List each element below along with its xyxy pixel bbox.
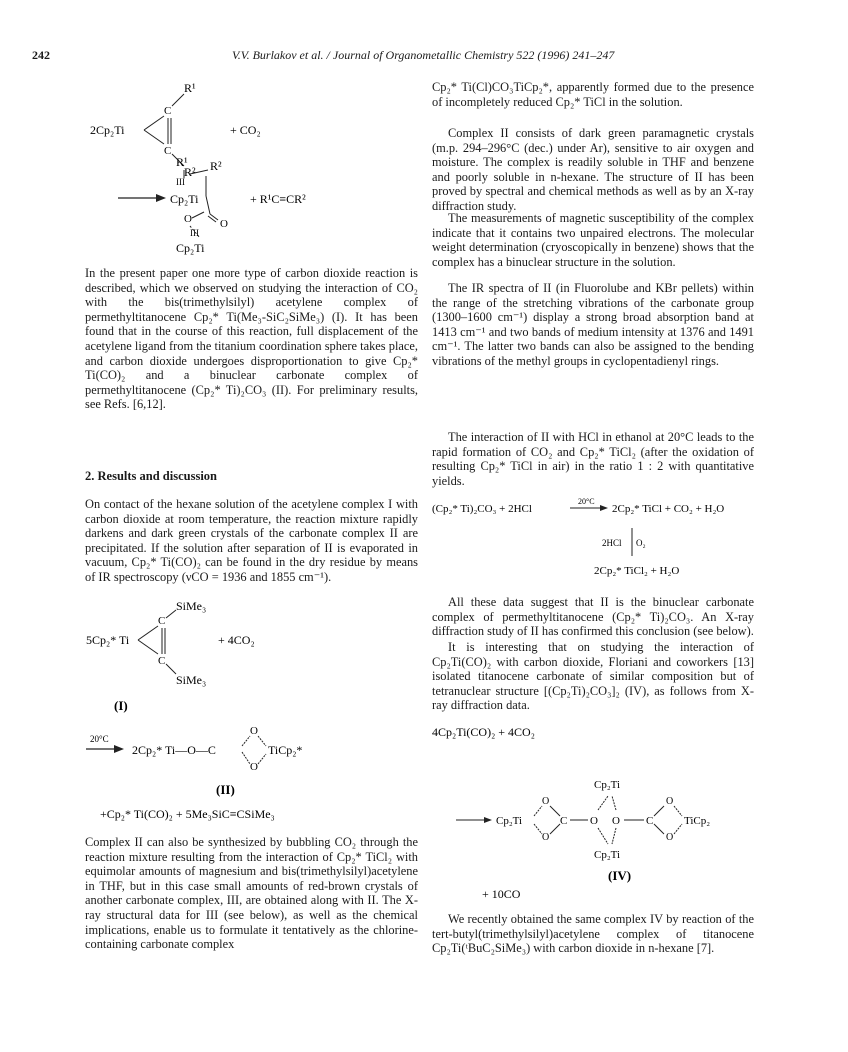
c-atom-bottom: C (164, 145, 172, 157)
right-paragraph-3: The measurements of magnetic susceptibility of the complex indicate that it contains two unpaired electrons. The molecular weight determination (cryoscopically in benzene) shows that the complex has a binuclear structure in the solution. (432, 211, 754, 269)
left-paragraph-2: On contact of the hexane solution of the acetylene complex I with carbon dioxide at room temperature, the reaction mixture rapidly darkens and dark green crystals of the carbonate complex II are precipitated. If the solution after separation of II is evaporated in vacuum, Cp₂* Ti(CO)₂ can be found in the dry residue by means of IR spectroscopy (νCO = 1936 and 1855 cm⁻¹). (85, 497, 418, 584)
c-top-i: C (158, 615, 166, 627)
scheme-hcl (432, 494, 754, 586)
hcl-equation: (Cp₂* Ti)₂CO₃ + 2HCl (432, 503, 532, 515)
iv-bottom-ti: Cp₂Ti (594, 849, 621, 861)
iv-top-ti: Cp₂Ti (594, 779, 621, 791)
label-ii: (II) (216, 782, 235, 797)
roman-iii-top: III (176, 177, 185, 187)
byproducts-ii: +Cp₂* Ti(CO)₂ + 5Me₃SiC≡CSiMe₃ (100, 807, 275, 821)
iv-reactant: 4Cp₂Ti(CO)₂ + 4CO₂ (432, 725, 535, 739)
right-paragraph-2: Complex II consists of dark green paramagnetic crystals (m.p. 294–296°C (dec.) under Ar), sensitive to air oxygen and moisture. The complex is readily soluble in THF and benzene and poorly soluble in n-hexane. The structure of II has been proved by spectral and chemical methods as well as by an X-ray diffraction study. (432, 126, 754, 213)
o-bottom-ii: O (250, 761, 258, 773)
product-ii: 2Cp₂* Ti—O—C (132, 743, 216, 757)
sime3-top: SiMe₃ (176, 599, 207, 613)
product-ti: Cp₂Ti (170, 192, 199, 206)
iv-c-1: C (560, 815, 568, 827)
product-r2: R² (210, 159, 222, 173)
o-top-ii: O (250, 725, 258, 737)
iv-right-ticp: TiCp₂ (684, 815, 711, 827)
hcl-side-left: 2HCl (602, 538, 622, 548)
hcl-final: 2Cp₂* TiCl₂ + H₂O (594, 565, 680, 577)
right-paragraph-4: The IR spectra of II (in Fluorolube and KBr pellets) within the range of the stretching vibrations of the carbonate group (1300–1600 cm⁻¹) display a strong broad absorption band at 1413 cm⁻¹ and two bands of medium intensity at 1376 and 1491 cm⁻¹. The latter two bands can also be assigned to the bending vibrations of the methyl groups in cyclopentadienyl rings. (432, 281, 754, 368)
r1-label: R¹ (184, 81, 196, 95)
plus-4co2: + 4CO₂ (218, 633, 255, 647)
sime3-bottom: SiMe₃ (176, 673, 207, 687)
byproduct-alkyne: + R¹C≡CR² (250, 192, 306, 206)
iv-byproduct: + 10CO (482, 887, 521, 900)
plus-co2: + CO₂ (230, 123, 261, 137)
reactant-i: 5Cp₂* Ti (86, 633, 130, 647)
iv-o-3: O (590, 815, 598, 827)
iv-o-1: O (542, 796, 550, 807)
left-paragraph-3: Complex II can also be synthesized by bubbling CO₂ through the reaction mixture resulting from the interaction of Cp₂* TiCl₂ with equimolar amounts of magnesium and bis(trimethylsilyl)acetylene in THF, but in this case small amounts of red-brown crystals of another carbonate complex, III, are obtained along with II. The X-ray structural data for III (see below), as well as the chemical implications, enable us to formulate it tentatively as the chlorine-containing carbonate complex (85, 835, 418, 952)
iv-left-ti: Cp₂Ti (496, 815, 523, 827)
reactant-prefix: 2Cp₂Ti (90, 123, 125, 137)
section-heading: 2. Results and discussion (85, 469, 217, 483)
left-paragraph-1: In the present paper one more type of carbon dioxide reaction is described, which we observed on studying the interaction of CO₂ with the bis(trimethylsilyl) acetylene complex of permethyltitanocene Cp₂* Ti(Me₃-SiC₂SiMe₃) (I). It has been found that in the course of this reaction, full displacement of the acetylene ligand from the titanium coordination sphere takes place, and carbon dioxide undergoes disproportionation to give Cp₂* Ti(CO)₂ and a binuclear carbonate complex of permethyltitanocene (Cp₂* Ti)₂CO₃ (II). For preliminary results, see Refs. [6,12]. (85, 266, 418, 412)
roman-iii-bottom: III (190, 228, 199, 238)
conditions-ii: 20°C (90, 734, 109, 744)
scheme-i-structure (80, 592, 420, 822)
right-paragraph-1: Cp₂* Ti(Cl)CO₃TiCp₂*, apparently formed due to the presence of incompletely reduced Cp₂* TiCl in the solution. (432, 80, 754, 109)
o-right: O (220, 218, 228, 230)
running-header: V.V. Burlakov et al. / Journal of Organometallic Chemistry 522 (1996) 241–247 (232, 48, 615, 62)
iv-c-2: C (646, 815, 654, 827)
right-paragraph-7: It is interesting that on studying the interaction of Cp₂Ti(CO)₂ with carbon dioxide, Floriani and coworkers [13] isolated titanocene carbonate of similar composition but of tetranuclear structure [(Cp₂Ti)₂CO₃]₂ (IV), as follows from X-ray diffraction data. (432, 640, 754, 713)
iv-o-2: O (542, 832, 550, 843)
scheme-top-structure (80, 70, 420, 260)
ticp-ii: TiCp₂* (268, 743, 303, 757)
o-left: O (184, 213, 192, 225)
product-r1: R¹ (176, 155, 188, 169)
label-i: (I) (114, 698, 128, 713)
iv-o-6: O (666, 832, 674, 843)
right-paragraph-8: We recently obtained the same complex IV by reaction of the tert-butyl(trimethylsilyl)acetylene complex of titanocene Cp₂Ti(ᵗBuC₂SiMe₃) with carbon dioxide in n-hexane [7]. (432, 912, 754, 956)
right-paragraph-6: All these data suggest that II is the binuclear carbonate complex of permethyltitanocene (Cp₂* Ti)₂CO₃. An X-ray diffraction study of II has confirmed this conclusion (see below). (432, 595, 754, 639)
c-atom-top: C (164, 105, 172, 117)
product-ti-bottom: Cp₂Ti (176, 241, 205, 255)
iv-label: (IV) (608, 868, 632, 883)
iv-o-5: O (666, 796, 674, 807)
page-number: 242 (32, 48, 50, 62)
iv-o-4: O (612, 815, 620, 827)
hcl-product: 2Cp₂* TiCl + CO₂ + H₂O (612, 503, 725, 515)
scheme-iv-structure (432, 720, 762, 900)
hcl-side-right: O₂ (636, 538, 646, 548)
r2-label: R² (184, 165, 196, 179)
right-paragraph-5: The interaction of II with HCl in ethanol at 20°C leads to the rapid formation of CO₂ and Cp₂* TiCl₂ (after the oxidation of resulting Cp₂* TiCl in air) in the ratio 1 : 2 with quantitative yields. (432, 430, 754, 488)
c-bottom-i: C (158, 655, 166, 667)
hcl-conditions: 20°C (578, 497, 595, 506)
